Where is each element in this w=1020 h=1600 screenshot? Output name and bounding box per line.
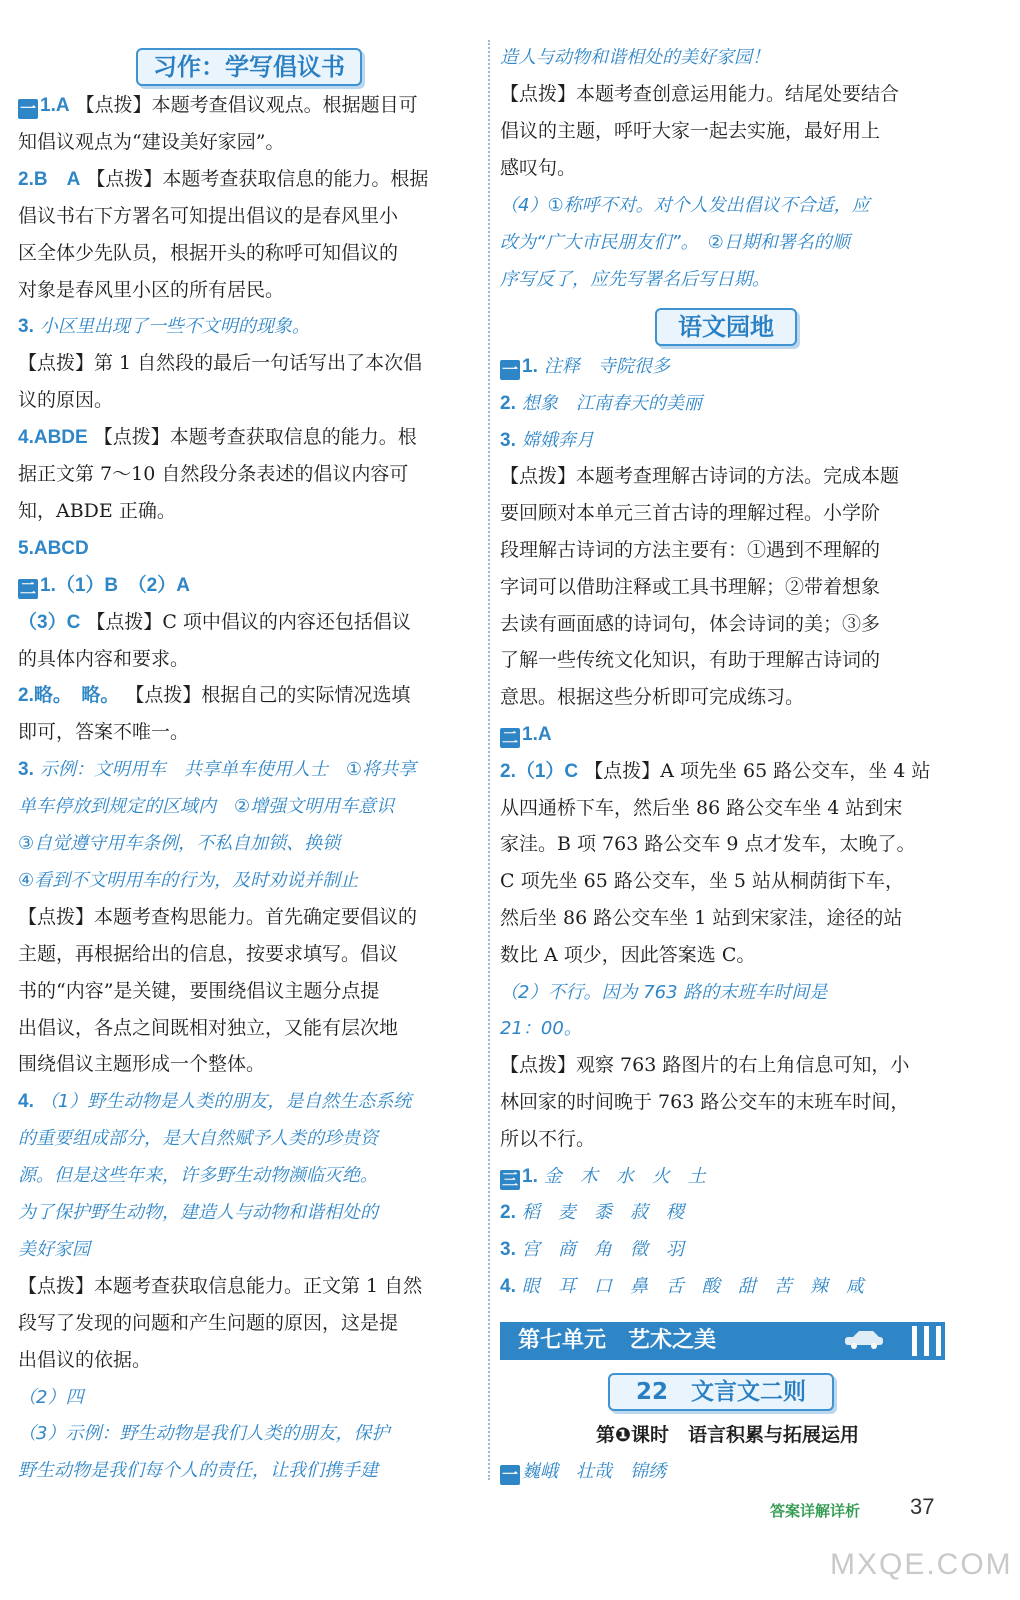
text-line [500,682,955,712]
text-line [500,388,955,419]
question-number: 1.A [40,95,70,116]
answer-text: 金 木 水 火 土 [543,1165,706,1187]
explanation-text: 林回家的时间晚于 763 路公交车的末班车时间， [500,1091,910,1113]
answer-text: （4）①称呼不对。对个人发出倡议不合适，应 [500,195,870,216]
text-line [18,1013,480,1043]
text-line [500,609,955,639]
explanation-text: 【点拨】本题考查理解古诗词的方法。完成本题 [500,465,900,488]
explanation-text: 【点拨】本题考查创意运用能力。结尾处要结合 [500,83,900,105]
answer-text: 的重要组成部分，是大自然赋予人类的珍贵资 [18,1128,378,1150]
explanation-text: 知，ABDE 正确。 [18,499,176,522]
explanation-text: 字词可以借助注释或工具书理解；②带着想象 [500,575,881,598]
answer-text: 源。但是这些年来，许多野生动物濒临灭绝。 [18,1165,378,1187]
explanation-text: 【点拨】A 项先坐 65 路公交车，坐 4 站 [584,759,931,782]
text-line [18,1123,480,1154]
text-line [18,1382,480,1413]
explanation-text: 从四通桥下车，然后坐 86 路公交车坐 4 站到宋 [500,796,903,819]
text-line [500,227,955,258]
question-number: 2. [500,392,516,414]
text-line [18,127,480,157]
text-line [18,1418,480,1449]
text-line [500,351,955,382]
explanation-text: 【点拨】本题考查倡议观点。根据题目可 [75,94,418,116]
text-line [500,829,955,859]
page-number: 37 [910,1494,935,1519]
question-number: 3. [500,429,516,451]
answer-text: 嫦娥奔月 [521,429,594,451]
explanation-text: 【点拨】第 1 自然段的最后一句话写出了本次倡 [18,352,423,375]
text-line [18,311,480,342]
explanation-text: 要回顾对本单元三首古诗的理解过程。小学阶 [500,502,881,525]
explanation-text: 【点拨】本题考查获取信息能力。正文第 1 自然 [18,1274,423,1297]
text-line [500,79,955,109]
explanation-text: 【点拨】本题考查获取信息的能力。根据 [86,167,429,190]
text-line [18,754,480,785]
explanation-text: 段理解古诗词的方法主要有：①遇到不理解的 [500,539,881,561]
question-number: 2.略。 略。 [18,685,120,707]
answer-text: 野生动物是我们每个人的责任，让我们携手建 [18,1460,378,1482]
explanation-text: 对象是春风里小区的所有居民。 [18,278,285,301]
text-line [18,791,480,822]
text-line [18,939,480,969]
text-line [500,756,955,787]
question-number: 4. [500,1276,516,1297]
question-number: 2.B A [18,168,81,190]
text-line [18,717,480,747]
text-line [18,865,480,896]
explanation-text: 围绕倡议主题形成一个整体。 [18,1053,266,1076]
text-line [18,1345,480,1375]
text-line [500,1013,955,1044]
question-number: 1.（1）B （2）A [40,574,190,596]
explanation-text: 【点拨】本题考查构思能力。首先确定要倡议的 [18,905,418,928]
text-line [18,1086,480,1117]
text-line [18,533,480,564]
explanation-text: 议的原因。 [18,389,114,412]
text-line [500,116,955,146]
explanation-text: 主题，再根据给出的信息，按要求填写。倡议 [18,942,399,965]
answer-text: 21：00。 [500,1018,582,1040]
answer-text: 想象 江南春天的美丽 [521,392,702,414]
question-number: 4.ABDE [18,427,88,449]
answer-text: 序写反了，应先写署名后写日期。 [500,269,770,290]
question-number: 4. [18,1091,34,1113]
text-line [500,1197,955,1228]
text-line [500,1124,955,1154]
text-line [18,607,480,638]
text-line [500,264,955,295]
text-line [500,1234,955,1265]
footer-tag: 答案详解详析 [770,1502,861,1520]
explanation-text: 数比 A 项少，因此答案选 C。 [500,943,756,966]
question-number: 2. [500,1202,516,1224]
answer-text: 美好家园 [18,1238,90,1260]
text-line [18,1308,480,1338]
text-line [500,498,955,528]
section-marker: 一 [501,360,518,379]
unit-banner-text: 第七单元 艺术之美 [518,1328,717,1353]
text-line [18,902,480,932]
text-line [500,42,955,73]
banner-stripe [924,1326,929,1356]
text-line [500,793,955,823]
question-number: 5.ABCD [18,537,89,559]
explanation-text: 意思。根据这些分析即可完成练习。 [500,686,805,709]
text-line [18,422,480,453]
question-number: （3）C [18,611,81,633]
explanation-text: 所以不行。 [500,1127,596,1150]
explanation-text: 即可，答案不唯一。 [18,721,190,744]
text-line [500,153,955,183]
column-divider [488,40,490,1480]
text-line [500,1271,955,1302]
text-line [500,645,955,675]
section-marker: 二 [501,728,518,747]
answer-text: 改为“广大市民朋友们”。 ②日期和署名的顺 [500,232,850,253]
lesson-title: 22 文言文二则 [608,1373,834,1411]
car-icon [843,1328,887,1350]
answer-text: 单车停放到规定的区域内 ②增强文明用车意识 [18,796,395,818]
question-number: 1.A [522,724,552,745]
text-line [18,644,480,674]
text-line [18,1197,480,1228]
explanation-text: C 项先坐 65 路公交车，坐 5 站从桐荫街下车， [500,870,905,893]
text-line [500,1161,955,1192]
explanation-text: 感叹句。 [500,157,577,179]
answer-text: （3）示例：野生动物是我们人类的朋友，保护 [18,1423,390,1445]
explanation-text: 家洼。B 项 763 路公交车 9 点才发车，太晚了。 [500,833,916,856]
text-line [18,1049,480,1079]
text-line [500,1050,955,1080]
question-number: 1. [522,1165,538,1187]
answer-text: 注释 寺院很多 [543,356,670,377]
answer-text: （1）野生动物是人类的朋友，是自然生态系统 [39,1091,412,1113]
section-title-garden: 语文园地 [655,308,797,346]
text-line [500,903,955,933]
answer-text: 小区里出现了一些不文明的现象。 [39,316,310,338]
explanation-text: 段写了发现的问题和产生问题的原因，这是提 [18,1311,399,1334]
answer-text: （2）不行。因为 763 路的末班车时间是 [500,981,828,1003]
text-line [18,976,480,1006]
explanation-text: 了解一些传统文化知识，有助于理解古诗词的 [500,649,881,672]
watermark: MXQE.COM [830,1548,1013,1581]
text-line [500,535,955,565]
explanation-text: 区全体少先队员，根据开头的称呼可知倡议的 [18,241,399,264]
explanation-text: 【点拨】本题考查获取信息的能力。根 [93,426,417,449]
answer-text: 稻 麦 黍 菽 稷 [521,1202,684,1224]
text-line [500,977,955,1008]
question-number: 3. [500,1239,516,1261]
question-number: 1. [522,356,538,377]
explanation-text: 书的“内容”是关键，要围绕倡议主题分点提 [18,979,380,1002]
text-line [18,164,480,195]
text-line [500,940,955,970]
text-line [18,459,480,489]
explanation-text: 然后坐 86 路公交车坐 1 站到宋家洼，途径的站 [500,907,903,929]
answer-text: 示例：文明用车 共享单车使用人士 ①将共享 [39,759,417,781]
text-line [500,866,955,896]
explanation-text: 【点拨】观察 763 路图片的右上角信息可知，小 [500,1054,910,1077]
answer-text: ④看到不文明用车的行为，及时劝说并制止 [18,869,359,891]
section-marker: 三 [501,1169,518,1189]
explanation-text: 据正文第 7～10 自然段分条表述的倡议内容可 [18,463,409,485]
section-marker: 一 [19,99,36,118]
text-line [500,425,955,456]
banner-stripe [912,1326,917,1356]
text-line [500,572,955,602]
text-line [18,90,480,121]
answer-text: 宫 商 角 徵 羽 [521,1239,684,1261]
text-line [18,496,480,526]
text-line [18,275,480,305]
section-marker: 一 [501,1465,518,1484]
answer-text: ③自觉遵守用车条例，不私自加锁、换锁 [18,833,341,854]
text-line [500,1087,955,1117]
text-line [500,190,955,221]
text-line [18,570,480,601]
text-line [18,385,480,415]
explanation-text: 倡议书右下方署名可知提出倡议的是春风里小 [18,204,399,227]
explanation-text: 的具体内容和要求。 [18,647,190,670]
text-line [18,201,480,231]
text-line [18,1160,480,1191]
explanation-text: 倡议的主题，呼吁大家一起去实施，最好用上 [500,120,881,142]
question-number: 2.（1）C [500,760,579,782]
answer-text: 眼 耳 口 鼻 舌 酸 甜 苦 辣 咸 [521,1276,864,1297]
text-line [18,238,480,268]
question-number: 3. [18,759,34,781]
text-line [18,1271,480,1301]
answer-text: 造人与动物和谐相处的美好家园！ [500,47,770,68]
explanation-text: 知倡议观点为“建设美好家园”。 [18,130,285,153]
answer-text: 巍峨 壮哉 锦绣 [522,1461,666,1482]
question-number: 3. [18,316,34,338]
explanation-text: 去读有画面感的诗词句，体会诗词的美；③多 [500,612,881,635]
section-title-writing: 习作：学写倡议书 [136,48,362,86]
text-line [18,1234,480,1265]
explanation-text: 【点拨】C 项中倡议的内容还包括倡议 [86,610,411,633]
text-line [500,1456,955,1487]
text-line [18,680,480,711]
explanation-text: 出倡议，各点之间既相对独立，又能有层次地 [18,1016,399,1039]
explanation-text: 出倡议的依据。 [18,1348,152,1371]
banner-stripe [936,1326,941,1356]
text-line [500,461,955,491]
answer-text: （2）四 [18,1386,84,1408]
answer-text: 为了保护野生动物，建造人与动物和谐相处的 [18,1202,378,1223]
lesson-subhead: 第❶课时 语言积累与拓展运用 [595,1424,860,1446]
text-line [18,828,480,859]
text-line [18,348,480,378]
explanation-text: 【点拨】根据自己的实际情况选填 [125,684,411,707]
text-line [18,1455,480,1486]
section-marker: 二 [19,578,36,598]
text-line [500,719,955,750]
